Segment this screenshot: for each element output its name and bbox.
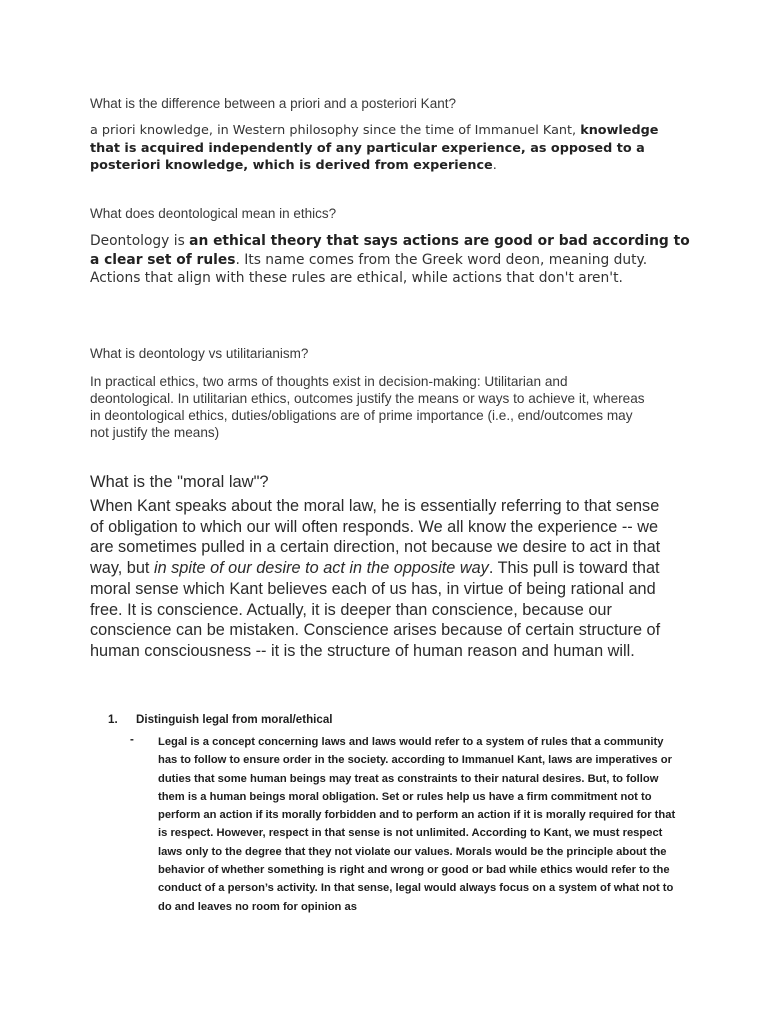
list-item-number: 1.: [108, 713, 118, 726]
list-item-heading: [108, 711, 708, 729]
answer-moral-law-text: When Kant speaks about the moral law, he is essentially referring to that sense of obligation to which our will often responds. We all know the experience -- we are sometimes pulled in a certain direction, not because we desire to act in that way, but: [90, 497, 661, 578]
question-a-priori: What is the difference between a priori and a posteriori Kant?: [90, 96, 456, 111]
answer-deontological-rest: . Its name comes from the Greek word deon, meaning duty. Actions that align with these rules are ethical, while actions that don't aren't.: [90, 251, 648, 286]
answer-deontology-vs-utilitarianism: In practical ethics, two arms of thoughts exist in decision-making: Utilitarian and deontological. In utilitarian ethics, outcomes justify the means or ways to achieve it, whereas in deontological ethics, duties/obligations are of prime importance (i.e., end/outcomes may not justify the means): [90, 374, 645, 440]
list-sub-item-text: Legal is a concept concerning laws and laws would refer to a system of rules that a community has to follow to ensure order in the society. according to Immanuel Kant, laws are imperatives or duties that some human beings may treat as constraints to their natural desires. But, to follow them is a human beings moral obligation. Set or rules help us have a firm commitment not to perform an action if its morally forbidden and to perform an action if it is morally required for that is respect. However, respect in that sense is not unlimited. According to Kant, we must respect laws only to the degree that they not violate our values. Morals would be the principle about the behavior of whether something is right and wrong or good or bad while ethics would refer to the conduct of a person’s activity. In that sense, legal would always focus on a system of what not to do and leaves no room for opinion as: [158, 736, 676, 913]
answer-a-priori-end: .: [492, 158, 497, 173]
bullet-dash: -: [130, 733, 134, 746]
answer-a-priori-bold: knowledge that is acquired independently of any particular experience, as opposed to a posteriori knowledge, which is derived from experience: [90, 123, 659, 173]
answer-deontological: [90, 232, 690, 288]
question-deontological: What does deontological mean in ethics?: [90, 206, 337, 221]
answer-deontological-bold: an ethical theory that says actions are good or bad according to a clear set of rules: [90, 233, 690, 268]
numbered-list: [108, 711, 708, 913]
question-deontology-vs-utilitarianism: What is deontology vs utilitarianism?: [90, 346, 309, 361]
answer-moral-law-italic: in spite of our desire to act in the opposite way: [153, 559, 489, 578]
list-sub-item: [130, 733, 690, 916]
question-moral-law: What is the "moral law"?: [90, 473, 269, 491]
answer-a-priori: [90, 122, 690, 175]
answer-deontological-text: Deontology is: [90, 233, 190, 249]
answer-a-priori-text: a priori knowledge, in Western philosophy since the time of Immanuel Kant,: [90, 123, 581, 138]
answer-moral-law: [90, 496, 670, 662]
list-item-title: Distinguish legal from moral/ethical: [136, 713, 333, 726]
answer-moral-law-rest: . This pull is toward that moral sense which Kant believes each of us has, in virtue of being rational and free. It is conscience. Actually, it is deeper than conscience, because our conscience can be mistaken. Conscience arises because of certain structure of human consciousness -- it is the structure of human reason and human will.: [90, 559, 661, 660]
